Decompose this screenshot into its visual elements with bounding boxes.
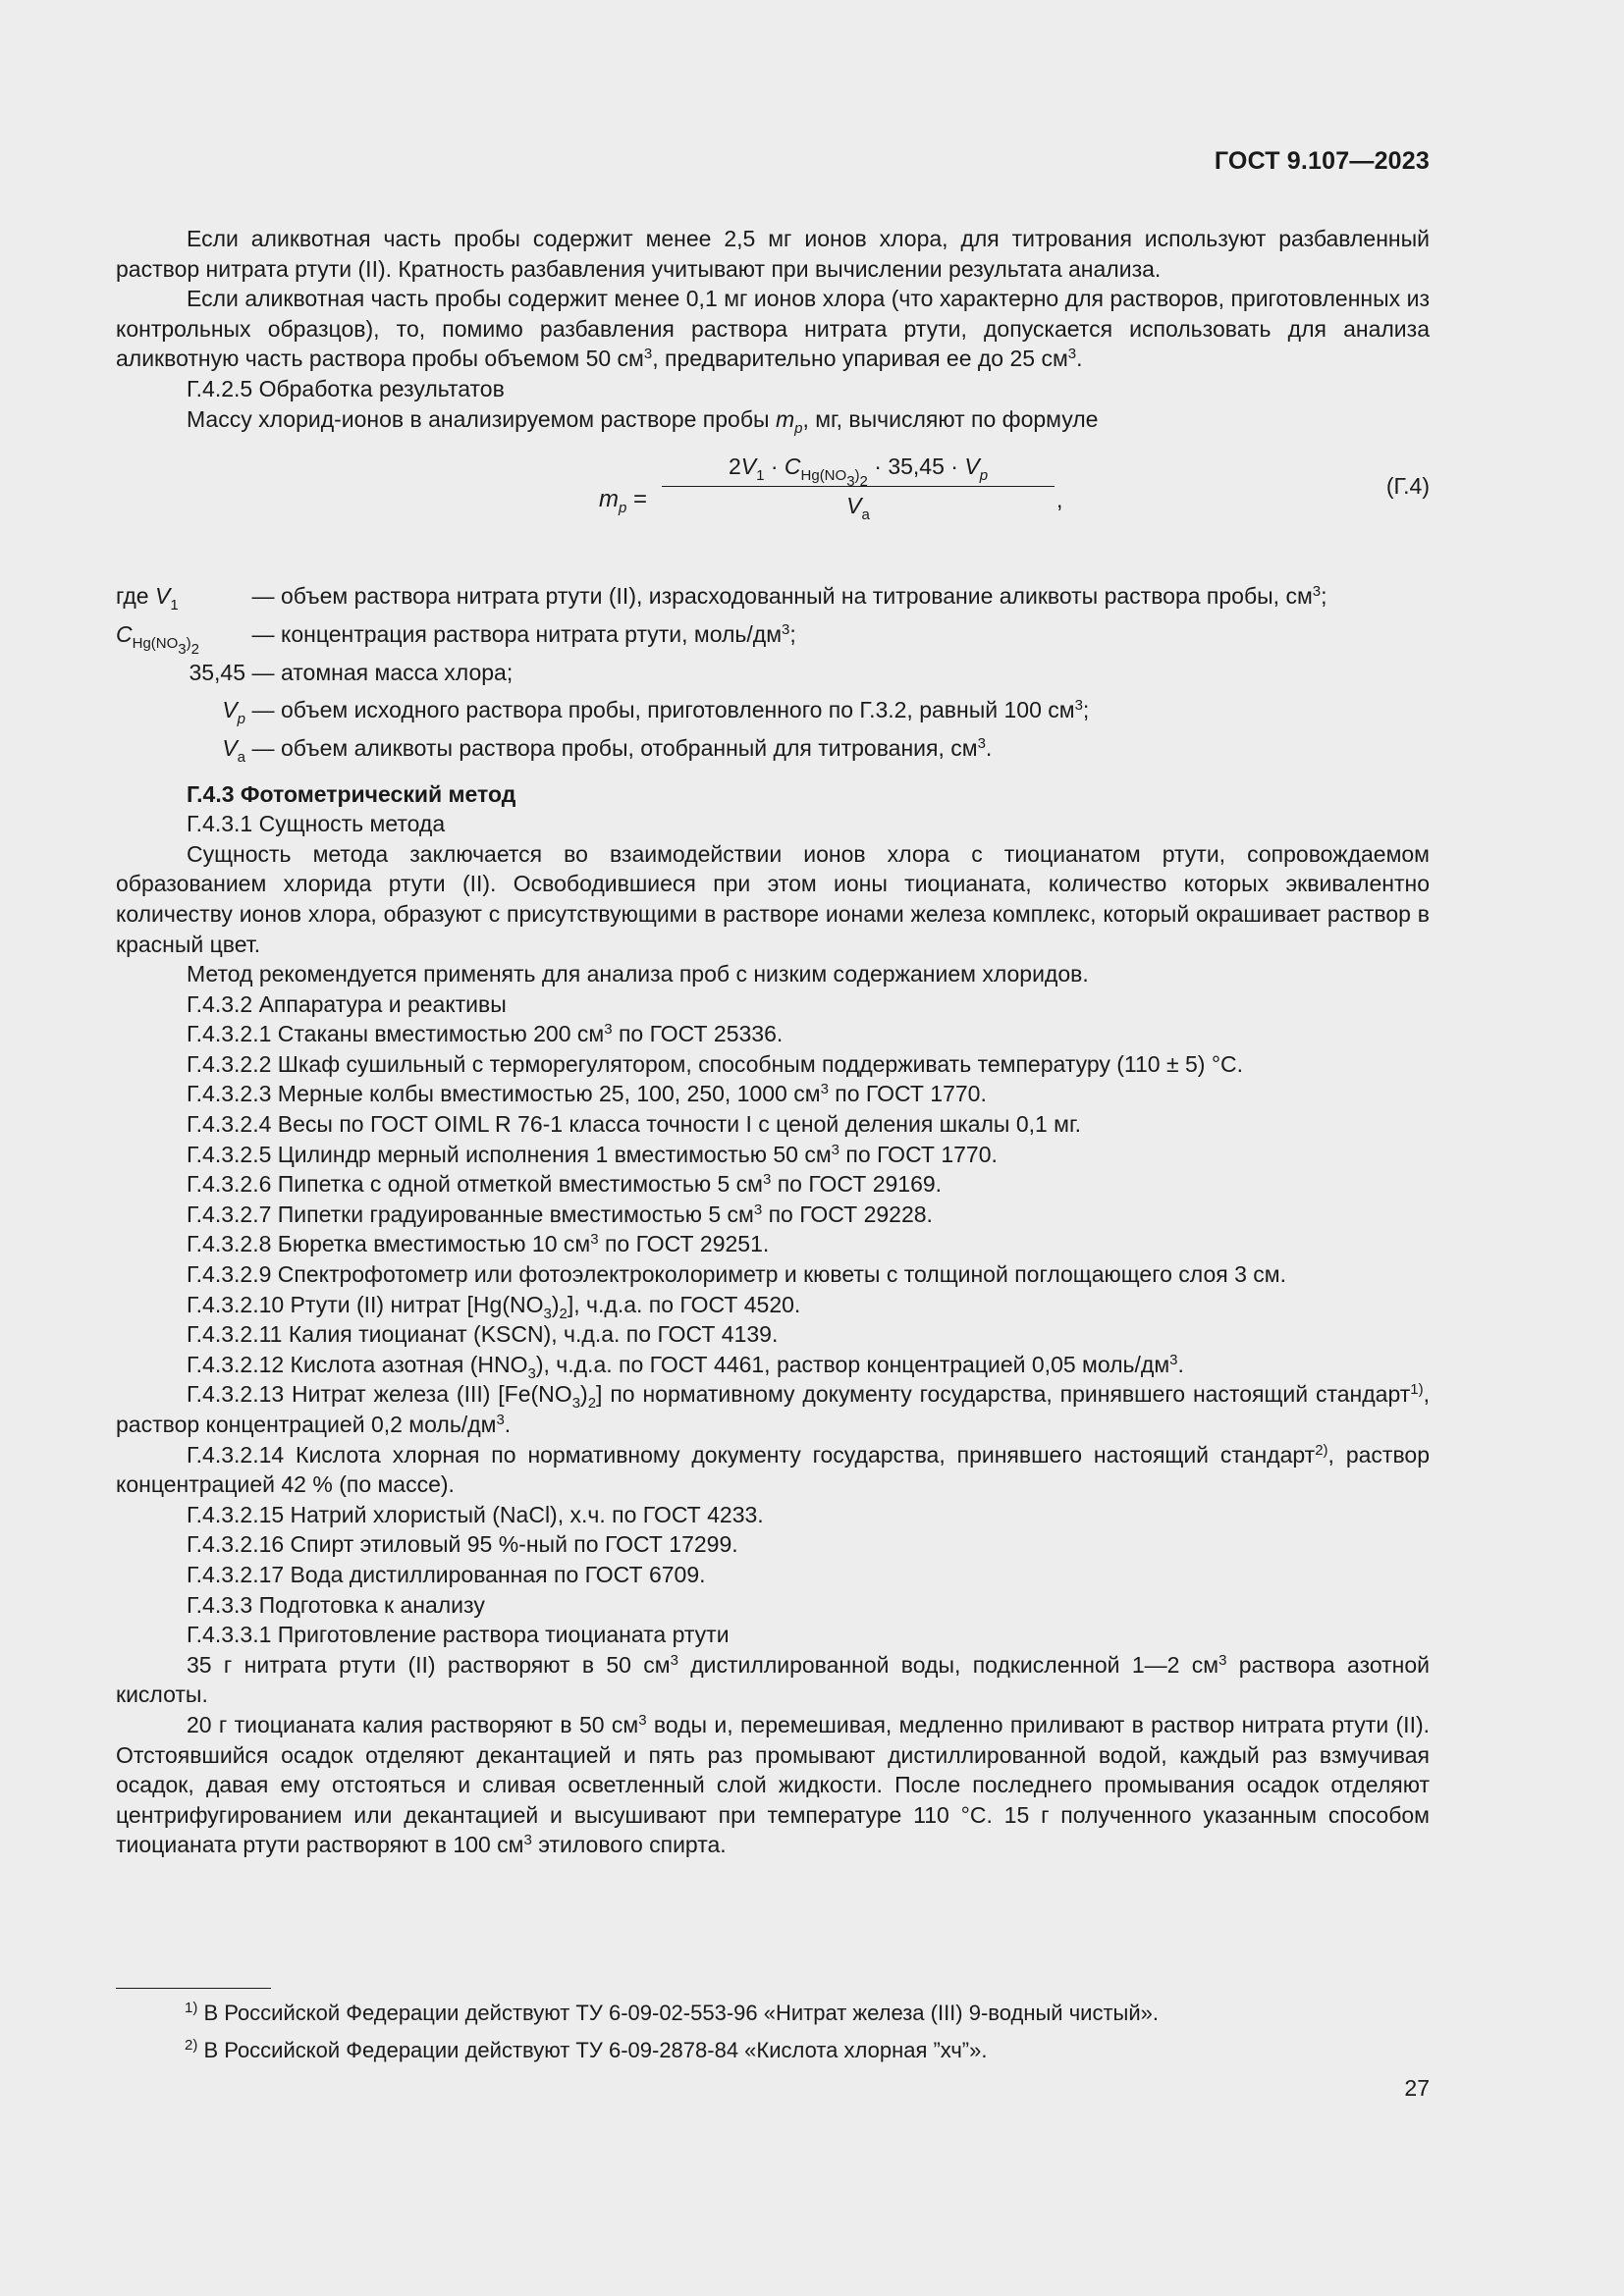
list-item: Г.4.3.2.17 Вода дистиллированная по ГОСТ 6709. <box>187 1561 706 1587</box>
list-item: Г.4.3.2.5 Цилиндр мерный исполнения 1 вместимостью 50 $см^3$ по ГОСТ 1770. <box>187 1141 998 1167</box>
list-item: Г.4.3.2.15 Натрий хлористый (NaCl), х.ч. по ГОСТ 4233. <box>187 1501 764 1527</box>
list-item: Г.4.3.2.12 Кислота азотная $(HNO_3)$, ч.д.а. по ГОСТ 4461, раствор концентрацией 0,05 моль/$дм^3$. <box>187 1351 1184 1382</box>
list-item: Г.4.3.2.4 Весы по ГОСТ OIML R 76-1 класса точности I с ценой деления шкалы 0,1 мг. <box>187 1111 1081 1138</box>
paragraph-dilution: Если аликвотная часть пробы содержит менее 2,5 мг ионов хлора, для титрования используют разбавленный раствор нитрата ртути (II). Кратность разбавления учитывают при вычислении результата анализа. <box>116 226 1430 282</box>
list-item: Г.4.3.2.13 Нитрат железа (III) $[Fe(NO_3)_2]$ по нормативному документу государства, принявшего настоящий стандарт$^{1)}$, раствор концентрацией 0,2 моль/$дм^3$. <box>116 1381 1431 1437</box>
definition-symbol: $V_a$ <box>222 734 245 766</box>
paragraph-35g: 35 г нитрата ртути (II) растворяют в 50 $см^3$ дистиллированной воды, подкисленной 1—2 $см^3$ раствора азотной кислоты. <box>116 1651 1430 1708</box>
formula-fraction <box>662 452 1055 524</box>
list-item: Г.4.3.2.8 Бюретка вместимостью 10 $см^3$ по ГОСТ 29251. <box>187 1231 770 1257</box>
page-number: 27 <box>1404 2075 1430 2101</box>
list-item: Г.4.3.2.3 Мерные колбы вместимостью 25, 100, 250, 1000 $см^3$ по ГОСТ 1770. <box>187 1081 987 1107</box>
page-content <box>116 224 1430 1860</box>
footnote-separator <box>116 1988 271 1989</box>
definition-text: концентрация раствора нитрата ртути, моль/$дм^3$; <box>281 620 796 647</box>
list-item: Г.4.3.2.11 Калия тиоцианат (KSCN), ч.д.а. по ГОСТ 4139. <box>187 1321 779 1348</box>
section-heading-g425: Г.4.2.5 Обработка результатов <box>187 375 505 401</box>
definition-symbol: $C_{Hg(NO_3)_2}$ <box>116 620 199 658</box>
list-item: Г.4.3.2.7 Пипетки градуированные вместимостью 5 $см^3$ по ГОСТ 29228. <box>187 1201 933 1227</box>
paragraph-low-chloride: Если аликвотная часть пробы содержит менее 0,1 мг ионов хлора (что характерно для растворов, приготовленных из контрольных образцов), то, помимо разбавления раствора нитрата ртути, допускается использовать для анализа аликвотную часть раствора пробы объемом 50 $см^3$, предварительно упаривая ее до 25 $см^3$. <box>116 286 1430 372</box>
definition-35-45: 35,45 — атомная масса хлора; <box>116 658 1430 688</box>
definition-symbol: 35,45 <box>189 659 245 685</box>
section-heading-g431: Г.4.3.1 Сущность метода <box>187 811 446 837</box>
section-heading-g433: Г.4.3.3 Подготовка к анализу <box>187 1591 485 1618</box>
list-item: Г.4.3.2.6 Пипетка с одной отметкой вместимостью 5 $см^3$ по ГОСТ 29169. <box>187 1171 943 1198</box>
paragraph-method-essence: Сущность метода заключается во взаимодействии ионов хлора с тиоцианатом ртути, сопровождаемом образованием хлорида ртути (II). Освободившиеся при этом ионы тиоцианата, количество которых эквивалентно количеству ионов хлора, образуют с присутствующими в растворе ионами железа комплекс, который окрашивает раствор в красный цвет. <box>116 840 1430 957</box>
paragraph-method-recommendation: Метод рекомендуется применять для анализа проб с низким содержанием хлоридов. <box>187 961 1089 988</box>
definition-va: $V_a$ — объем аликвоты раствора пробы, отобранный для титрования, $см^3$. <box>116 733 1430 764</box>
formula-comma: , <box>1056 487 1063 513</box>
definition-text: объем раствора нитрата ртути (II), израсходованный на титрование аликвоты раствора пробы, $см^3$; <box>281 583 1327 610</box>
formula-g4 <box>116 448 1430 554</box>
list-item: Г.4.3.2.14 Кислота хлорная по нормативному документу государства, принявшего настоящий стандарт$^{2)}$, раствор концентрацией 42 % (по массе). <box>116 1441 1430 1498</box>
formula-number: (Г.4) <box>1385 473 1430 500</box>
footnote-1: $^{1)}$ В Российской Федерации действуют ТУ 6-09-02-553-96 «Нитрат железа (III) 9-водный чистый». <box>185 2000 1159 2025</box>
list-item: Г.4.3.2.2 Шкаф сушильный с терморегулятором, способным поддерживать температуру (110 ± 5) °С. <box>187 1050 1244 1077</box>
formula-numerator: $2V_1 \cdot C_{Hg(NO_3)_2} \cdot 35,45 \cdot V_p$ <box>662 452 1055 487</box>
footnotes <box>116 1995 1430 2069</box>
footnote-2: $^{2)}$ В Российской Федерации действуют ТУ 6-09-2878-84 «Кислота хлорная ”хч”». <box>185 2037 988 2062</box>
list-item: Г.4.3.2.1 Стаканы вместимостью 200 $см^3$ по ГОСТ 25336. <box>187 1021 784 1047</box>
section-heading-g4331: Г.4.3.3.1 Приготовление раствора тиоцианата ртути <box>187 1622 730 1648</box>
definition-text: атомная масса хлора; <box>281 659 514 685</box>
formula-denominator: $V_a$ <box>846 493 870 524</box>
definition-v1: где $V_1$ — объем раствора нитрата ртути (II), израсходованный на титрование аликвоты раствора пробы, $см^3$; <box>116 581 1430 612</box>
list-item: Г.4.3.2.10 Ртути (II) нитрат $[Hg(NO_3)_2]$, ч.д.а. по ГОСТ 4520. <box>187 1291 801 1322</box>
paragraph-mass-intro: Массу хлорид-ионов в анализируемом растворе пробы $m_p$, мг, вычисляют по формуле <box>187 405 1099 437</box>
formula-lhs: $m_p$ = <box>599 486 648 517</box>
definition-c-hgno3: $C_{Hg(NO_3)_2}$ — концентрация раствора нитрата ртути, моль/$дм^3$; <box>116 619 1430 650</box>
section-heading-g432: Г.4.3.2 Аппаратура и реактивы <box>187 990 507 1017</box>
section-heading-g43: Г.4.3 Фотометрический метод <box>187 780 516 807</box>
definition-text: объем аликвоты раствора пробы, отобранный для титрования, $см^3$. <box>281 734 993 761</box>
document-id-header: ГОСТ 9.107—2023 <box>1214 147 1430 175</box>
definition-vp: $V_p$ — объем исходного раствора пробы, приготовленного по Г.3.2, равный 100 $см^3$; <box>116 695 1430 725</box>
list-item: Г.4.3.2.16 Спирт этиловый 95 %-ный по ГОСТ 17299. <box>187 1531 738 1558</box>
paragraph-20g: 20 г тиоцианата калия растворяют в 50 $см^3$ воды и, перемешивая, медленно приливают в раствор нитрата ртути (II). Отстоявшийся осадок отделяют декантацией и пять раз промывают дистиллированной водой, каждый раз взмучивая осадок, давая ему отстояться и сливая осветленный слой жидкости. После последнего промывания осадок отделяют центрифугированием или декантацией и высушивают при температуре 110 °С. 15 г полученного указанным способом тиоцианата ртути растворяют в 100 $см^3$ этилового спирта. <box>116 1711 1431 1858</box>
variable-definitions <box>116 581 1430 766</box>
definition-symbol: $V_p$ <box>222 697 245 728</box>
definition-symbol: где $V_1$ <box>116 583 179 614</box>
list-item: Г.4.3.2.9 Спектрофотометр или фотоэлектроколориметр и кюветы с толщиной поглощающего слоя 3 см. <box>187 1261 1286 1288</box>
definition-text: объем исходного раствора пробы, приготовленного по Г.3.2, равный 100 $см^3$; <box>281 697 1090 723</box>
